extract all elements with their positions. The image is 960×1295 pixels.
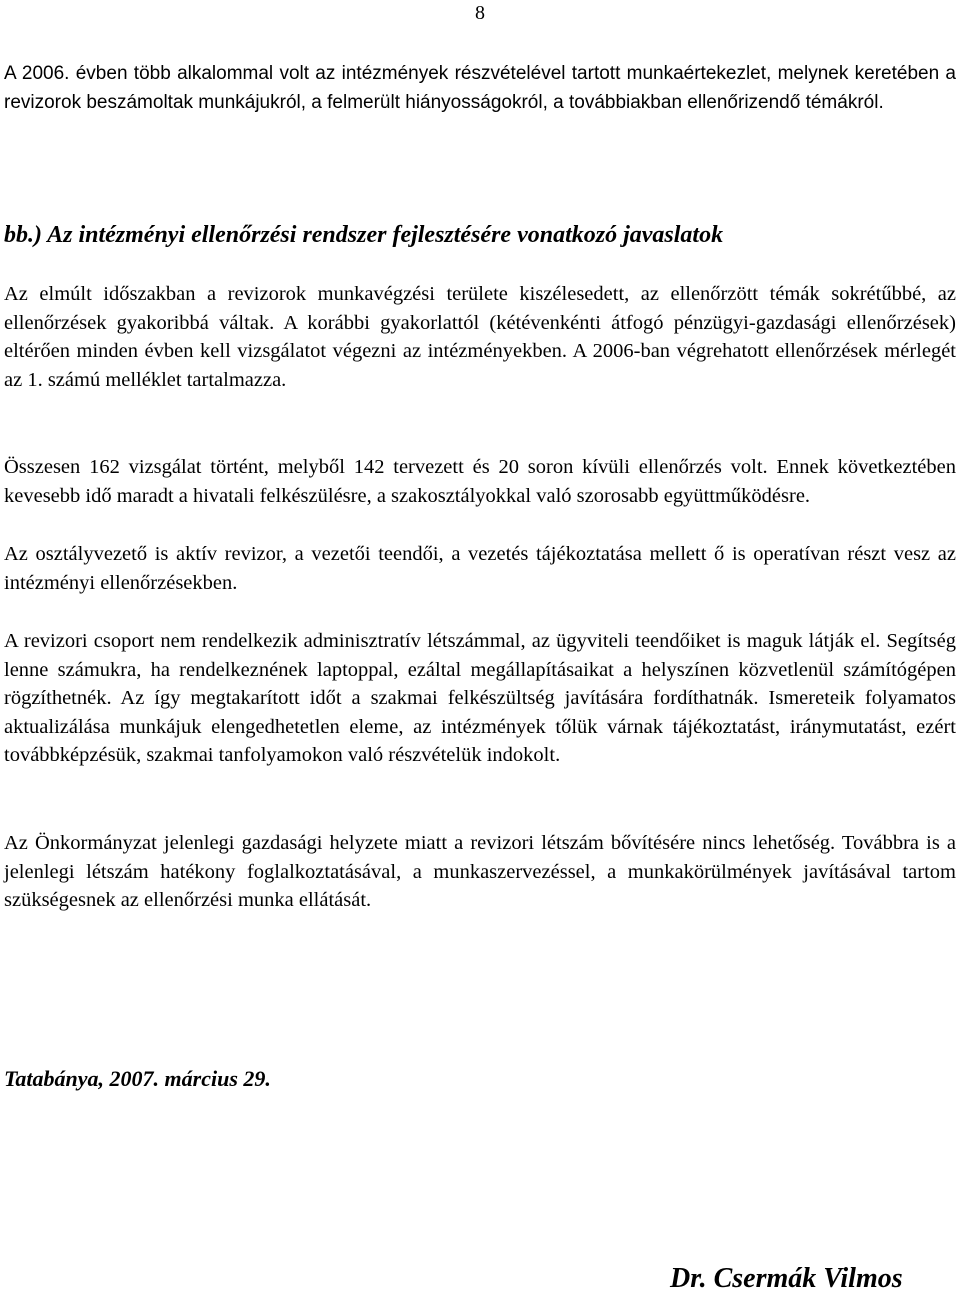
paragraph-4-block [4, 627, 956, 770]
paragraph-1-block [4, 280, 956, 394]
intro-block [4, 60, 956, 117]
body-paragraph: Az osztályvezető is aktív revizor, a vezetői teendői, a vezetés tájékoztatása mellett ő is operatívan részt vesz az intézményi ellenőrzésekben. [4, 543, 956, 594]
place-date: Tatabánya, 2007. március 29. [4, 1066, 271, 1091]
body-paragraph: A revizori csoport nem rendelkezik adminisztratív létszámmal, az ügyviteli teendőiket is maguk látják el. Segítség lenne számukra, ha rendelkeznének laptoppal, ezáltal megállapításaikat a helyszínen közvetlenül számítógépen rögzíthetnék. Az így megtakarított időt a szakmai felkészültség javítására fordíthatnák. Ismereteik folyamatos aktualizálása munkájuk elengedhetetlen eleme, az intézmények tőlük várnak tájékoztatást, iránymutatást, ezért továbbképzésük, szakmai tanfolyamokon való részvételük indokolt. [4, 630, 956, 766]
signature: Dr. Csermák Vilmos [670, 1263, 903, 1294]
body-paragraph: Az Önkormányzat jelenlegi gazdasági helyzete miatt a revizori létszám bővítésére nincs lehetőség. Továbbra is a jelenlegi létszám hatékony foglalkoztatásával, a munkaszervezéssel, a munkakörülmények javításával tartom szükségesnek az ellenőrzési munka ellátását. [4, 832, 956, 911]
paragraph-3-block [4, 540, 956, 597]
section-heading-block [4, 220, 956, 250]
intro-paragraph: A 2006. évben több alkalommal volt az intézmények részvételével tartott munkaértekezlet, melynek keretében a revizorok beszámoltak munkájukról, a felmerült hiányosságokról, a továbbiakban ellenőrizendő témákról. [4, 63, 956, 113]
page-number: 8 [475, 2, 485, 24]
paragraph-5-block [4, 829, 956, 915]
body-paragraph: Összesen 162 vizsgálat történt, melyből 142 tervezett és 20 soron kívüli ellenőrzés volt. Ennek következtében kevesebb idő maradt a hivatali felkészülésre, a szakosztályokkal való szorosabb együttműködésre. [4, 456, 956, 507]
paragraph-2-block [4, 453, 956, 510]
section-heading: bb.) Az intézményi ellenőrzési rendszer fejlesztésére vonatkozó javaslatok [4, 222, 724, 248]
body-paragraph: Az elmúlt időszakban a revizorok munkavégzési területe kiszélesedett, az ellenőrzött témák sokrétűbbé, az ellenőrzések gyakoribbá váltak. A korábbi gyakorlattól (kétévenkénti átfogó pénzügyi-gazdasági ellenőrzések) eltérően minden évben kell vizsgálatot végezni az intézményekben. A 2006-ban végrehatott ellenőrzések mérlegét az 1. számú melléklet tartalmazza. [4, 283, 956, 391]
